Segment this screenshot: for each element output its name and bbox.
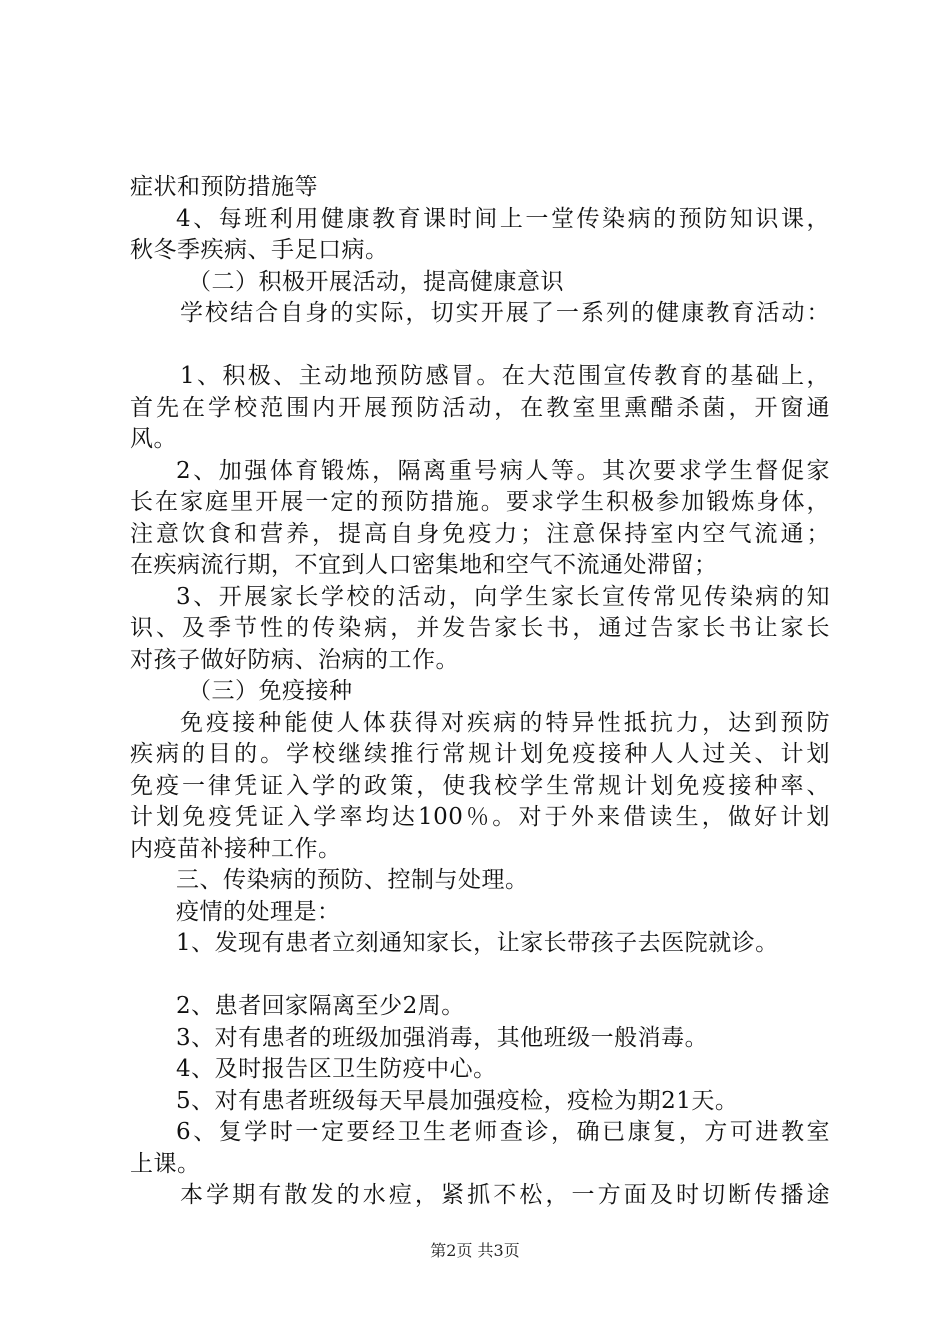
section-heading: （三）免疫接种 bbox=[188, 678, 353, 704]
text-line: 疫情的处理是： bbox=[176, 898, 341, 925]
text-line: 识、及季节性的传染病，并发告家长书，通过告家长书让家长 bbox=[130, 615, 830, 641]
text-line: 首先在学校范围内开展预防活动，在教室里熏醋杀菌，开窗通 bbox=[130, 394, 830, 421]
text-line: 2、加强体育锻炼，隔离重号病人等。其次要求学生督促家 bbox=[176, 457, 830, 484]
list-item: 1、发现有患者立刻通知家长，让家长带孩子去医院就诊。 bbox=[176, 930, 779, 956]
text-line: 对孩子做好防病、治病的工作。 bbox=[130, 646, 459, 673]
text-line: 症状和预防措施等 bbox=[130, 174, 318, 200]
text-line: 上课。 bbox=[130, 1150, 201, 1177]
list-item: 4、及时报告区卫生防疫中心。 bbox=[176, 1056, 497, 1082]
section-heading: 三、传染病的预防、控制与处理。 bbox=[176, 867, 529, 893]
list-item: 5、对有患者班级每天早晨加强疫检，疫检为期21天。 bbox=[176, 1087, 739, 1114]
text-line: 长在家庭里开展一定的预防措施。要求学生积极参加锻炼身体， bbox=[130, 489, 830, 515]
list-item: 2、患者回家隔离至少2周。 bbox=[176, 993, 465, 1019]
text-line: 注意饮食和营养，提高自身免疫力；注意保持室内空气流通； bbox=[130, 520, 830, 547]
section-heading: （二）积极开展活动，提高健康意识 bbox=[188, 268, 564, 295]
page-footer: 第2页 共3页 bbox=[430, 1241, 520, 1260]
text-line: 4、每班利用健康教育课时间上一堂传染病的预防知识课， bbox=[176, 205, 830, 232]
text-line: 计划免疫凭证入学率均达100％。对于外来借读生，做好计划 bbox=[130, 804, 830, 830]
text-line: 3、开展家长学校的活动，向学生家长宣传常见传染病的知 bbox=[176, 583, 830, 610]
text-line: 本学期有散发的水痘，紧抓不松，一方面及时切断传播途 bbox=[180, 1182, 830, 1208]
blank-line bbox=[130, 960, 830, 992]
text-line: 疾病的目的。学校继续推行常规计划免疫接种人人过关、计划 bbox=[130, 741, 830, 767]
text-line: 秋冬季疾病、手足口病。 bbox=[130, 237, 389, 263]
list-item: 3、对有患者的班级加强消毒，其他班级一般消毒。 bbox=[176, 1024, 709, 1051]
text-line: 在疾病流行期，不宜到人口密集地和空气不流通处滞留； bbox=[130, 552, 718, 578]
text-line: 风。 bbox=[130, 426, 177, 452]
document-body bbox=[130, 172, 830, 1212]
text-line: 免疫一律凭证入学的政策，使我校学生常规计划免疫接种率、 bbox=[130, 772, 830, 799]
text-line: 学校结合自身的实际，切实开展了一系列的健康教育活动： bbox=[180, 300, 830, 326]
text-line: 免疫接种能使人体获得对疾病的特异性抵抗力，达到预防 bbox=[180, 709, 830, 736]
text-line: 内疫苗补接种工作。 bbox=[130, 835, 342, 862]
text-line: 1、积极、主动地预防感冒。在大范围宣传教育的基础上， bbox=[180, 363, 830, 389]
list-item: 6、复学时一定要经卫生老师查诊，确已康复，方可进教室 bbox=[176, 1119, 830, 1145]
blank-line bbox=[130, 330, 830, 362]
